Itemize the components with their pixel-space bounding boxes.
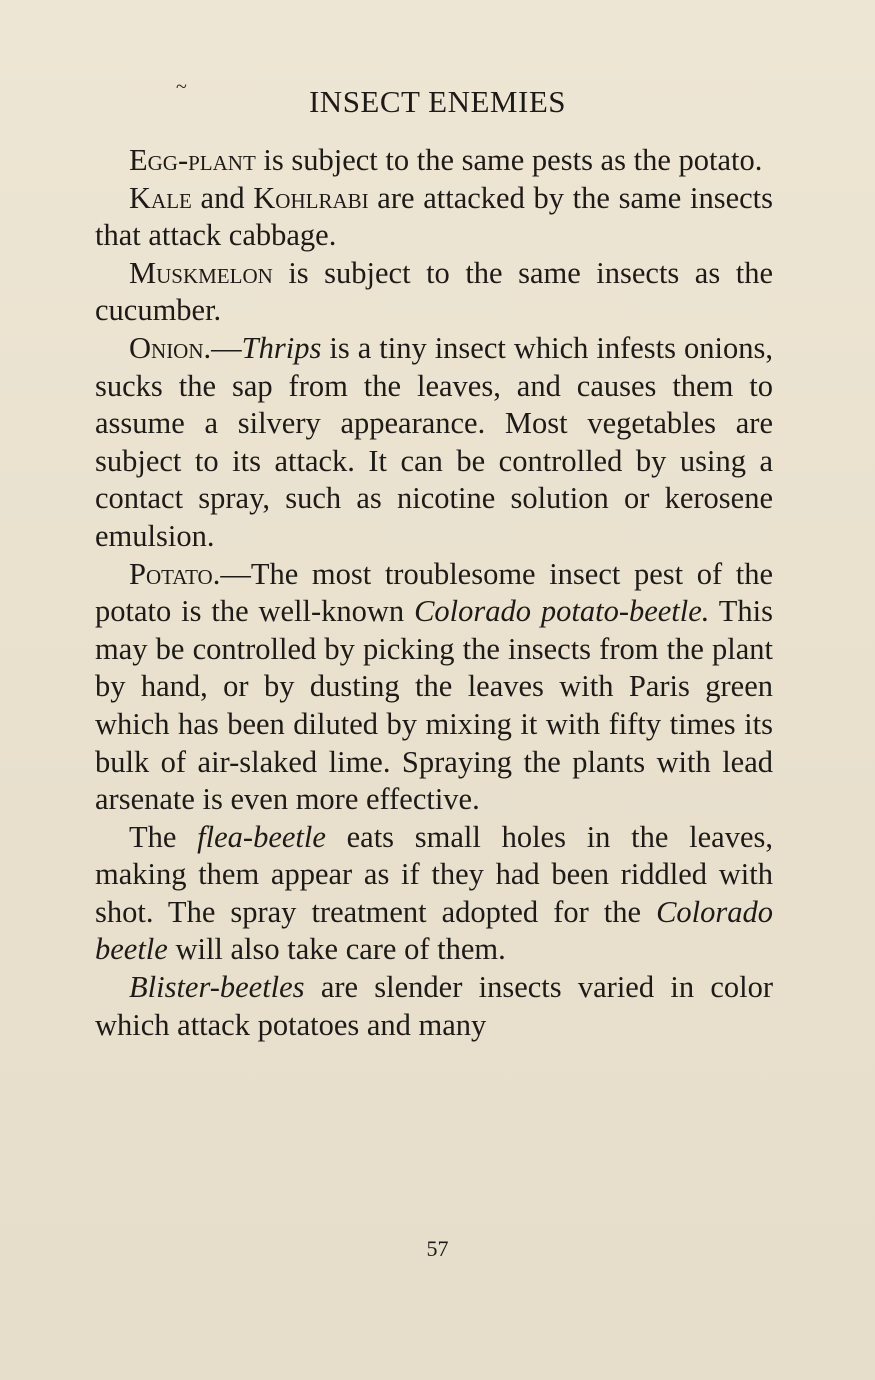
italic-colorado-potato-beetle: Colorado potato-beetle.	[414, 594, 710, 629]
italic-flea-beetle: flea-beetle	[197, 819, 326, 854]
text-flea-1: The	[129, 819, 198, 854]
text-onion: is a tiny insect which infests onions, sucks the sap from the leaves, and causes them to assume a silvery appearance. Most vegetables are subject to its attack. It can be controlled by using a contact spray, such as nicotine solution or kerosene emulsion.	[95, 330, 773, 553]
term-onion: Onion.	[129, 330, 212, 365]
paragraph-blister-beetles	[95, 969, 773, 1044]
text-potato-1: —The most troublesome insect pest of the potato is the well-known	[95, 556, 773, 629]
text-egg-plant: is subject to the same pests as the potato.	[255, 143, 763, 177]
paragraph-potato	[95, 556, 773, 819]
body-text	[95, 142, 773, 1044]
term-potato: Potato.	[129, 556, 221, 591]
term-muskmelon: Muskmelon	[129, 255, 273, 290]
italic-colorado-beetle: Colorado beetle	[95, 894, 773, 967]
page-number: 57	[426, 1236, 449, 1261]
term-kale: Kale	[129, 180, 192, 215]
text-flea-3: will also take care of them.	[167, 932, 506, 967]
corner-mark: ~	[176, 76, 187, 98]
text-potato-2: This may be controlled by picking the insects from the plant by hand, or by dusting the leaves with Paris green which has been diluted by mixing it with fifty times its bulk of air-slaked lime. Spraying the plants with lead arsenate is even more effective.	[95, 594, 773, 817]
text-kale-and: and	[191, 180, 254, 215]
paragraph-onion	[95, 330, 773, 556]
text-blister: are slender insects varied in color which attack potatoes and many	[95, 970, 773, 1042]
running-head: INSECT ENEMIES	[308, 84, 566, 119]
onion-dash: —	[211, 330, 242, 365]
term-kohlrabi: Kohlrabi	[253, 180, 369, 215]
paragraph-egg-plant	[95, 142, 773, 180]
paragraph-muskmelon	[95, 255, 773, 330]
italic-thrips: Thrips	[241, 330, 322, 365]
text-flea-2: eats small holes in the leaves, making them appear as if they had been riddled with shot. The spray treatment adopted for the	[95, 819, 774, 929]
text-muskmelon: is subject to the same insects as the cucumber.	[95, 255, 773, 328]
italic-blister-beetles: Blister-beetles	[129, 970, 305, 1005]
paragraph-flea-beetle	[95, 819, 773, 969]
term-egg-plant: Egg-plant	[129, 143, 256, 177]
text-kale: are attacked by the same insects that attack cabbage.	[95, 180, 773, 253]
paragraph-kale-kohlrabi	[95, 180, 773, 255]
